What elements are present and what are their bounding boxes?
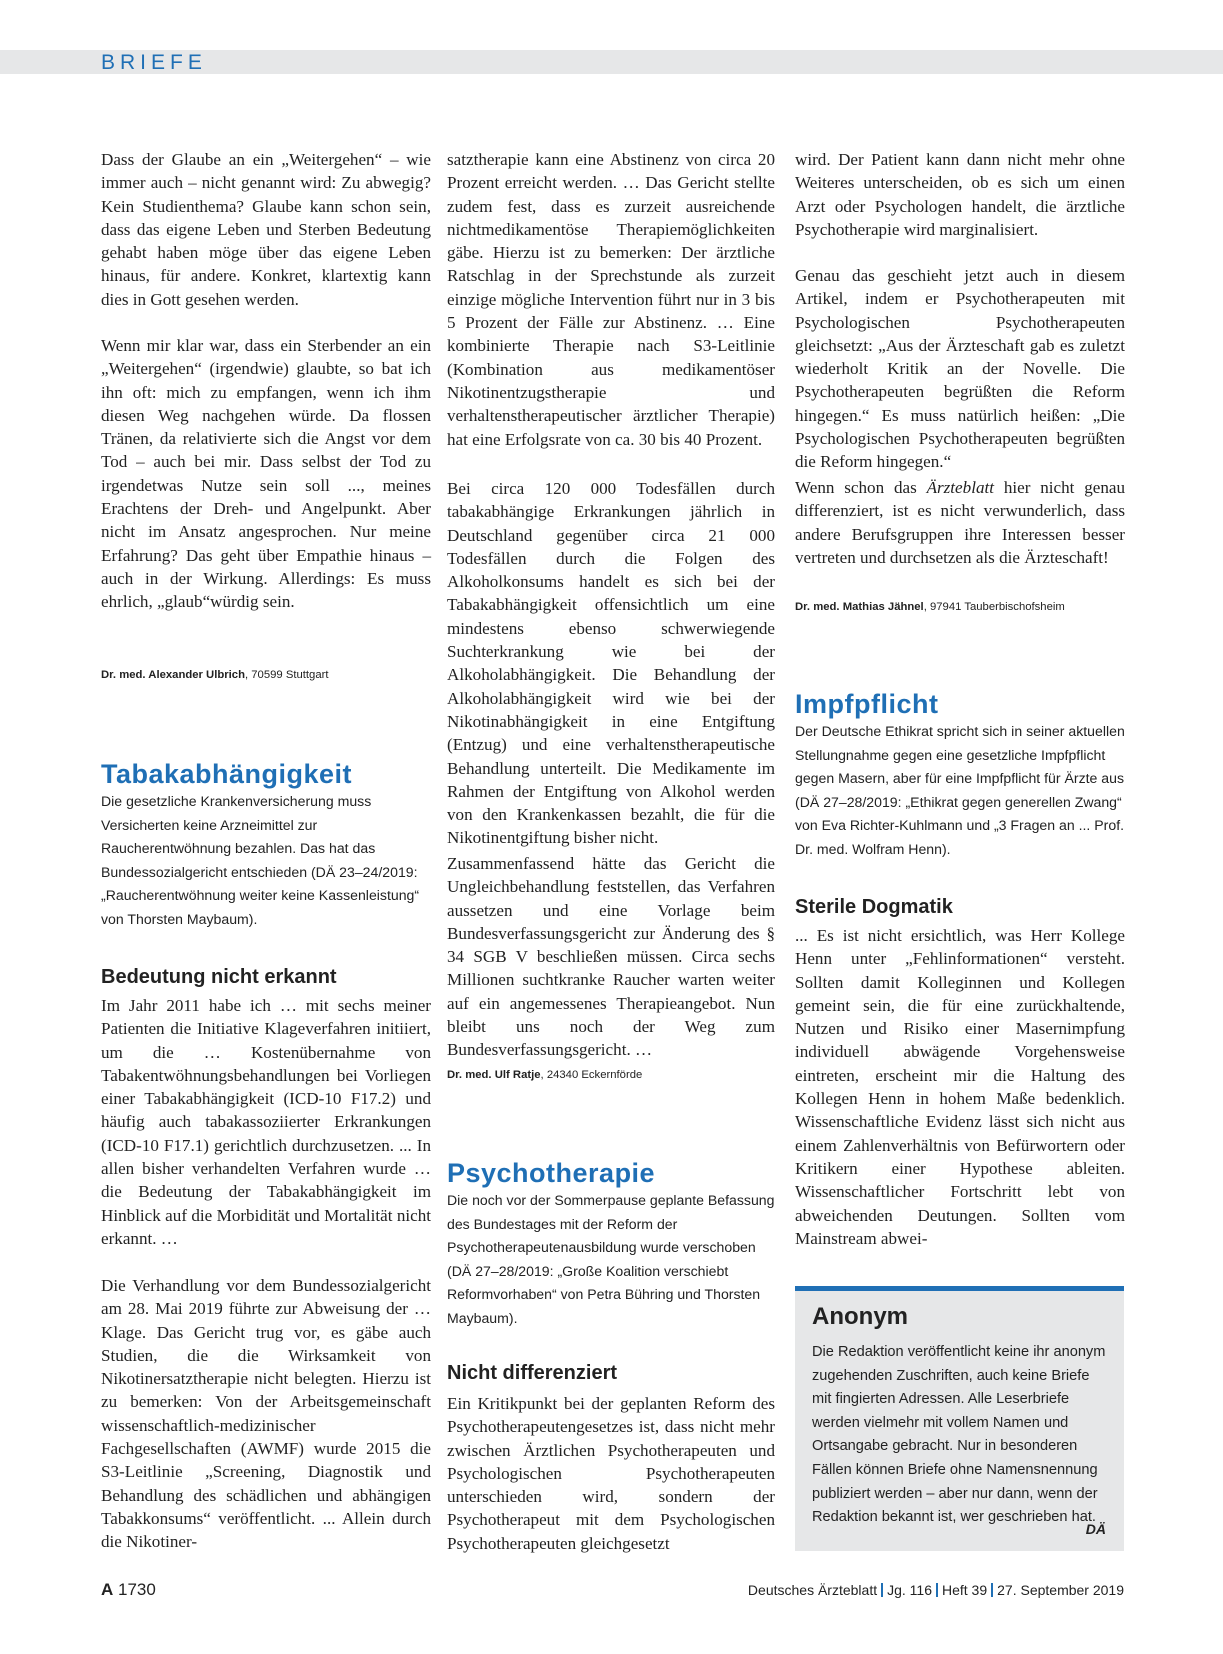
letter-paragraph: satztherapie kann eine Abstinenz von circa 20 Prozent erreicht werden. … Das Gericht stellte zudem fest, dass es zurzeit ausreichende nichtmedikamentöse Therapiemöglichkeiten gäbe. Hierzu ist zu bemerken: Der ärztliche Ratschlag in der Sprechstunde als zurzeit einzige mögliche Intervention führt nur in 3 bis 5 Prozent der Fälle zur Abstinenz. … Eine kombinierte Therapie nach S3-Leitlinie (Kombination aus medikamentöser Nikotinentzugstherapie und verhaltenstherapeutischer ärztlicher Therapie) hat eine Erfolgsrate von ca. 30 bis 40 Prozent. xyxy=(447,150,775,449)
separator xyxy=(936,1583,938,1597)
journal-volume: Jg. 116 xyxy=(887,1582,932,1598)
letter-signature xyxy=(447,1067,775,1083)
letter-title: Sterile Dogmatik xyxy=(795,896,953,918)
text-run: hier nicht genau differenziert, ist es nicht verwunderlich, dass andere Berufsgruppen ihre Interessen besser vertreten und durchsetzen als die Ärzteschaft! xyxy=(795,478,1126,567)
letter-signature xyxy=(101,667,431,683)
letter-paragraph: Bei circa 120 000 Todesfällen durch tabakabhängige Erkrankungen jährlich in Deutschland gegenüber circa 21 000 Todesfällen durch die Folgen des Alkoholkonsums handelt es sich bei der Tabakabhängigkeit offensichtlich um eine mindestens ebenso schwerwiegende Suchterkrankung wie bei der Alkoholabhängigkeit. Die Behandlung der Alkoholabhängigkeit wird wie bei der Nikotinabhängigkeit in eine Entgiftung (Entzug) und eine verhaltenstherapeutische Behandlung unterteilt. Die Medikamente im Rahmen der Entgiftung von Alkohol werden von den Krankenkassen bezahlt, die für die Nikotinentgiftung bisher nicht. xyxy=(447,479,775,848)
signature-place: , 97941 Tauberbischofsheim xyxy=(923,601,1065,613)
signature-name: Dr. med. Alexander Ulbrich xyxy=(101,669,245,681)
journal-issue: Heft 39 xyxy=(941,1582,988,1598)
topic-lead: Die noch vor der Sommerpause geplante Befassung des Bundestages mit der Reform der Psychotherapeutenausbildung wurde verschoben (DÄ 27–28/2019: „Große Koalition verschiebt Reformvorhaben“ von Petra Bühring und Thorsten Maybaum). xyxy=(447,1192,775,1326)
info-box-title: Anonym xyxy=(812,1303,908,1330)
signature-name: Dr. med. Mathias Jähnel xyxy=(795,601,924,613)
separator xyxy=(881,1583,883,1597)
footer-journal-info xyxy=(748,1582,1124,1598)
topic-lead: Der Deutsche Ethikrat spricht sich in seiner aktuellen Stellungnahme gegen eine gesetzliche Impfpflicht gegen Masern, aber für eine Impfpflicht für Ärzte aus (DÄ 27–28/2019: „Ethikrat gegen generellen Zwang“ von Eva Richter-Kuhlmann und „3 Fragen an ... Prof. Dr. med. Wolfram Henn). xyxy=(795,723,1125,857)
letter-paragraph: Wenn mir klar war, dass ein Sterbender an ein „Weitergehen“ (irgendwie) glaubte, so bat ich ihn oft: mich zu empfangen, wenn ich ihm diesen Weg nachgehen würde. Da flossen Tränen, da relativierte sich die Angst vor dem Tod – auch bei mir. Dass selbst der Tod zu irgendetwas Nutze sein soll ..., meines Erachtens der Dreh- und Angelpunkt. Aber nicht im Ansatz angesprochen. Nur meine Erfahrung? Das geht über Empathie hinaus – auch in der Wirkung. Allerdings: Es muss ehrlich, „glaub“würdig sein. xyxy=(101,336,431,612)
page-number xyxy=(101,1580,156,1600)
letter-signature xyxy=(795,599,1125,615)
letter-title: Nicht differenziert xyxy=(447,1362,618,1384)
anonym-info-box xyxy=(795,1286,1124,1551)
letter-paragraph xyxy=(795,476,1125,569)
topic-title: Impfpflicht xyxy=(795,689,939,719)
letter-paragraph: Ein Kritikpunkt bei der geplanten Reform des Psychotherapeutengesetzes ist, dass nicht mehr zwischen Ärztlichen Psychotherapeuten und Psychologischen Psychotherapeuten unterschieden wird, sondern der Psychotherapeut mit dem Psychologischen Psychotherapeuten gleichgesetzt xyxy=(447,1394,775,1553)
letter-paragraph: Genau das geschieht jetzt auch in diesem Artikel, indem er Psychotherapeuten mit Psychologischen Psychotherapeuten gleichsetzt: „Aus der Ärzteschaft gab es zuletzt wiederholt Kritik an der Novelle. Die Psychotherapeuten begrüßten die Reform hingegen.“ Es muss natürlich heißen: „Die Psychologischen Psychotherapeuten begrüßten die Reform hingegen.“ xyxy=(795,266,1125,472)
journal-date: 27. September 2019 xyxy=(997,1582,1124,1598)
journal-name: Deutsches Ärzteblatt xyxy=(747,1582,878,1598)
separator xyxy=(991,1583,993,1597)
letter-paragraph: Dass der Glaube an ein „Weitergehen“ – wie immer auch – nicht genannt wird: Zu abwegig? Kein Studienthema? Glaube kann schon sein, dass das eigene Leben und Sterben Bedeutung gehabt haben möge über das eigene Leben hinaus, für andere. Konkret, klartextig kann dies in Gott gesehen werden. xyxy=(101,150,431,309)
section-title: BRIEFE xyxy=(101,51,207,74)
letter-paragraph: Zusammenfassend hätte das Gericht die Ungleichbehandlung feststellen, das Verfahren aussetzen und eine Vorlage beim Bundesverfassungsgericht zur Änderung des § 34 SGB V beschließen müssen. Circa sechs Millionen suchtkranke Raucher warten weiter auf ein angemessenes Therapieangebot. Nun bleibt uns noch der Weg zum Bundesverfassungsgericht. … xyxy=(447,854,775,1060)
letter-title: Bedeutung nicht erkannt xyxy=(101,966,337,988)
topic-title: Tabakabhängigkeit xyxy=(101,759,353,789)
signature-name: Dr. med. Ulf Ratje xyxy=(447,1069,541,1081)
topic-title: Psychotherapie xyxy=(447,1158,656,1188)
topic-lead: Die gesetzliche Krankenversicherung muss Versicherten keine Arzneimittel zur Raucherentwöhnung bezahlen. Das hat das Bundessozialgericht entschieden (DÄ 23–24/2019: „Raucherentwöhnung weiter keine Kassenleistung“ von Thorsten Maybaum). xyxy=(101,793,420,927)
page-number-value: 1730 xyxy=(118,1580,156,1599)
page-prefix: A xyxy=(101,1580,114,1599)
journal-name-emphasis: Ärzteblatt xyxy=(926,478,994,497)
letter-paragraph: wird. Der Patient kann dann nicht mehr ohne Weiteres unterscheiden, ob es sich um einen Arzt oder Psychologen handelt, die ärztliche Psychotherapie wird marginalisiert. xyxy=(795,150,1125,239)
letter-paragraph: ... Es ist nicht ersichtlich, was Herr Kollege Henn unter „Fehlinformationen“ versteht. Sollten damit Kolleginnen und Kollegen gemeint sein, die für eine zurückhaltende, Nutzen und Risiko einer Masernimpfung individuell abwägende Vorgehensweise eintreten, erscheint mir die Haltung des Kollegen Henn in hohem Maße bedenklich. Wissenschaftliche Evidenz lässt sich nicht aus einem Zahlenverhältnis von Befürwortern oder Kritikern einer Hypothese ableiten. Wissenschaftlicher Fortschritt lebt von abweichenden Deutungen. Sollten vom Mainstream abwei- xyxy=(795,926,1125,1248)
letter-paragraph: Im Jahr 2011 habe ich … mit sechs meiner Patienten die Initiative Klageverfahren initiiert, um die … Kostenübernahme von Tabakentwöhnungsbehandlungen bei Vorliegen einer Tabakabhängigkeit (ICD-10 F17.2) und häufig auch tabakassoziierter Erkrankungen (ICD-10 F17.1) gerichtlich durchzusetzen. ... In allen bisher verhandelten Verfahren wurde … die Bedeutung der Tabakabhängigkeit im Hinblick auf die Morbidität und Mortalität nicht erkannt. … xyxy=(101,996,431,1248)
letter-paragraph: Die Verhandlung vor dem Bundessozialgericht am 28. Mai 2019 führte zur Abweisung der … Klage. Das Gericht trug vor, es gäbe auch Studien, die die Wirksamkeit von Nikotinersatztherapie nicht belegten. Hierzu ist zu bemerken: Von der Arbeitsgemeinschaft wissenschaftlich-medizinischer Fachgesellschaften (AWMF) wurde 2015 die S3-Leitlinie „Screening, Diagnostik und Behandlung des schädlichen und abhängigen Tabakkonsums“ veröffentlicht. ... Allein durch die Nikotiner- xyxy=(101,1276,431,1552)
signature-place: , 70599 Stuttgart xyxy=(244,669,329,681)
editorial-mark: DÄ xyxy=(1085,1521,1106,1537)
text-run: Wenn schon das xyxy=(795,478,927,497)
signature-place: , 24340 Eckernförde xyxy=(540,1069,643,1081)
info-box-text: Die Redaktion veröffentlicht keine ihr anonym zugehenden Zuschriften, auch keine Briefe mit fingierten Adressen. Alle Leserbriefe werden vielmehr mit vollem Namen und Ortsangabe gebracht. Nur in besonderen Fällen können Briefe ohne Namensnennung publiziert werden – aber nur dann, wenn der Redaktion bekannt ist, wer geschrieben hat. xyxy=(812,1344,1106,1526)
